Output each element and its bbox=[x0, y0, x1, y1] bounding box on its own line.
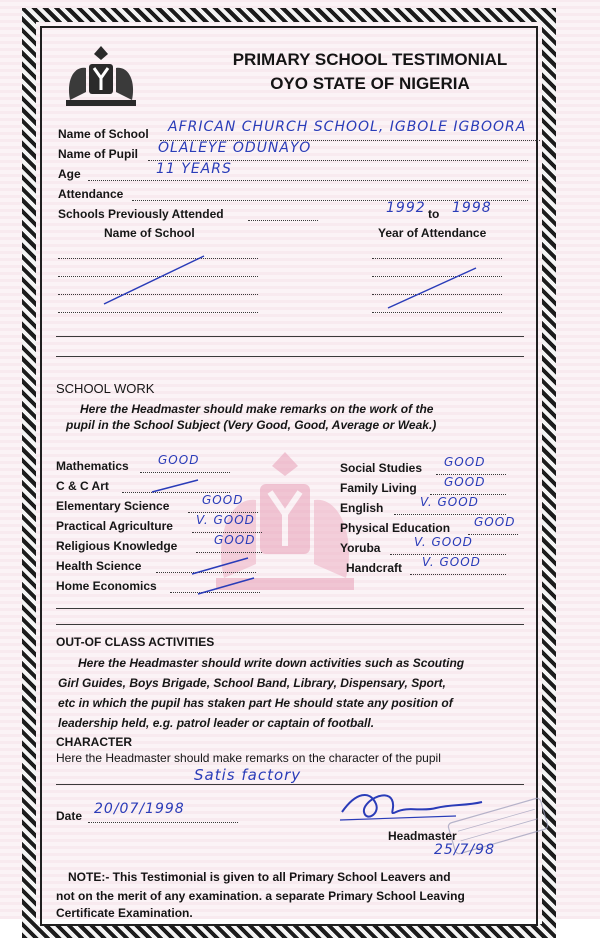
note-line-1: NOTE:- This Testimonial is given to all Primary School Leavers and bbox=[68, 870, 451, 884]
year-from-value: 1992 bbox=[386, 200, 426, 216]
section-divider bbox=[56, 336, 524, 337]
pupil-name-label: Name of Pupil bbox=[58, 147, 139, 161]
subject-grade-mathematics: GOOD bbox=[158, 453, 200, 467]
strike-line-icon bbox=[196, 576, 256, 596]
subject-line bbox=[468, 534, 518, 535]
attendance-label: Attendance bbox=[58, 187, 124, 201]
subject-label-handcraft: Handcraft bbox=[346, 561, 403, 575]
subject-label-health-science: Health Science bbox=[56, 559, 142, 573]
section-divider bbox=[56, 624, 524, 625]
subject-grade-family-living: GOOD bbox=[444, 475, 486, 489]
section-divider bbox=[56, 356, 524, 357]
school-work-heading: SCHOOL WORK bbox=[56, 381, 155, 396]
activities-instruction-3: etc in which the pupil has staken part He should state any position of bbox=[58, 696, 453, 710]
subject-label-english: English bbox=[340, 501, 384, 515]
age-line bbox=[88, 180, 528, 181]
school-work-instruction-1: Here the Headmaster should make remarks on the work of the bbox=[80, 402, 434, 416]
subject-label-religious-knowledge: Religious Knowledge bbox=[56, 539, 178, 553]
subject-grade-practical-agriculture: V. GOOD bbox=[196, 513, 255, 527]
subject-grade-physical-education: GOOD bbox=[474, 515, 516, 529]
section-divider bbox=[56, 608, 524, 609]
strike-line-icon bbox=[150, 478, 200, 494]
prev-year-row bbox=[372, 312, 502, 313]
activities-instruction-4: leadership held, e.g. patrol leader or captain of football. bbox=[58, 716, 375, 730]
activities-instruction-1: Here the Headmaster should write down activities such as Scouting bbox=[78, 656, 465, 670]
year-to-value: 1998 bbox=[452, 200, 492, 216]
strike-line-icon bbox=[190, 556, 250, 576]
subject-grade-handcraft: V. GOOD bbox=[422, 555, 481, 569]
subject-line bbox=[410, 574, 506, 575]
subject-label-elementary-science: Elementary Science bbox=[56, 499, 170, 513]
headmaster-label: Headmaster bbox=[388, 829, 457, 843]
strike-line-icon bbox=[384, 262, 484, 312]
subject-grade-elementary-science: GOOD bbox=[202, 493, 244, 507]
prev-year-row bbox=[372, 258, 502, 259]
date-line bbox=[88, 822, 238, 823]
character-value: Satis factory bbox=[194, 766, 302, 784]
school-work-instruction-2: pupil in the School Subject (Very Good, Good, Average or Weak.) bbox=[66, 418, 437, 432]
subject-label-practical-agriculture: Practical Agriculture bbox=[56, 519, 173, 533]
subject-line bbox=[196, 552, 262, 553]
subject-grade-religious-knowledge: GOOD bbox=[214, 533, 256, 547]
headmaster-sign-date: 25/7/98 bbox=[434, 842, 495, 858]
character-heading: CHARACTER bbox=[56, 735, 132, 749]
subject-label-mathematics: Mathematics bbox=[56, 459, 129, 473]
subject-label-home-economics: Home Economics bbox=[56, 579, 157, 593]
date-value: 20/07/1998 bbox=[94, 801, 185, 817]
column-name-of-school: Name of School bbox=[104, 226, 195, 240]
activities-heading: OUT-OF CLASS ACTIVITIES bbox=[56, 635, 215, 649]
school-name-label: Name of School bbox=[58, 127, 149, 141]
subject-label-social-studies: Social Studies bbox=[340, 461, 423, 475]
pupil-name-value: OLALEYE ODUNAYO bbox=[158, 140, 312, 156]
note-line-2: not on the merit of any examination. a separate Primary School Leaving bbox=[56, 889, 465, 903]
activities-instruction-2: Girl Guides, Boys Brigade, School Band, Library, Dispensary, Sport, bbox=[58, 676, 446, 690]
subject-line bbox=[140, 472, 230, 473]
subject-grade-english: V. GOOD bbox=[420, 495, 479, 509]
prev-school-row bbox=[58, 312, 258, 313]
age-value: 11 YEARS bbox=[156, 161, 232, 177]
age-label: Age bbox=[58, 167, 81, 181]
year-to-word: to bbox=[428, 207, 440, 221]
note-line-3: Certificate Examination. bbox=[56, 906, 193, 920]
subject-label-yoruba: Yoruba bbox=[340, 541, 381, 555]
subject-label-physical-education: Physical Education bbox=[340, 521, 451, 535]
strike-line-icon bbox=[100, 250, 210, 310]
previous-schools-label: Schools Previously Attended bbox=[58, 207, 224, 221]
title-line-2: OYO STATE OF NIGERIA bbox=[270, 74, 470, 93]
coat-of-arms-icon bbox=[56, 40, 146, 112]
subject-label-family-living: Family Living bbox=[340, 481, 417, 495]
date-label: Date bbox=[56, 809, 83, 823]
title-line-1: PRIMARY SCHOOL TESTIMONIAL bbox=[232, 50, 508, 69]
subject-label-cc-art: C & C Art bbox=[56, 479, 109, 493]
character-instruction: Here the Headmaster should make remarks on the character of the pupil bbox=[56, 751, 441, 765]
subject-grade-yoruba: V. GOOD bbox=[414, 535, 473, 549]
previous-schools-line bbox=[248, 220, 318, 221]
column-year-of-attendance: Year of Attendance bbox=[378, 226, 487, 240]
school-name-value: AFRICAN CHURCH SCHOOL, IGBOLE IGBOORA bbox=[168, 119, 527, 135]
subject-grade-social-studies: GOOD bbox=[444, 455, 486, 469]
